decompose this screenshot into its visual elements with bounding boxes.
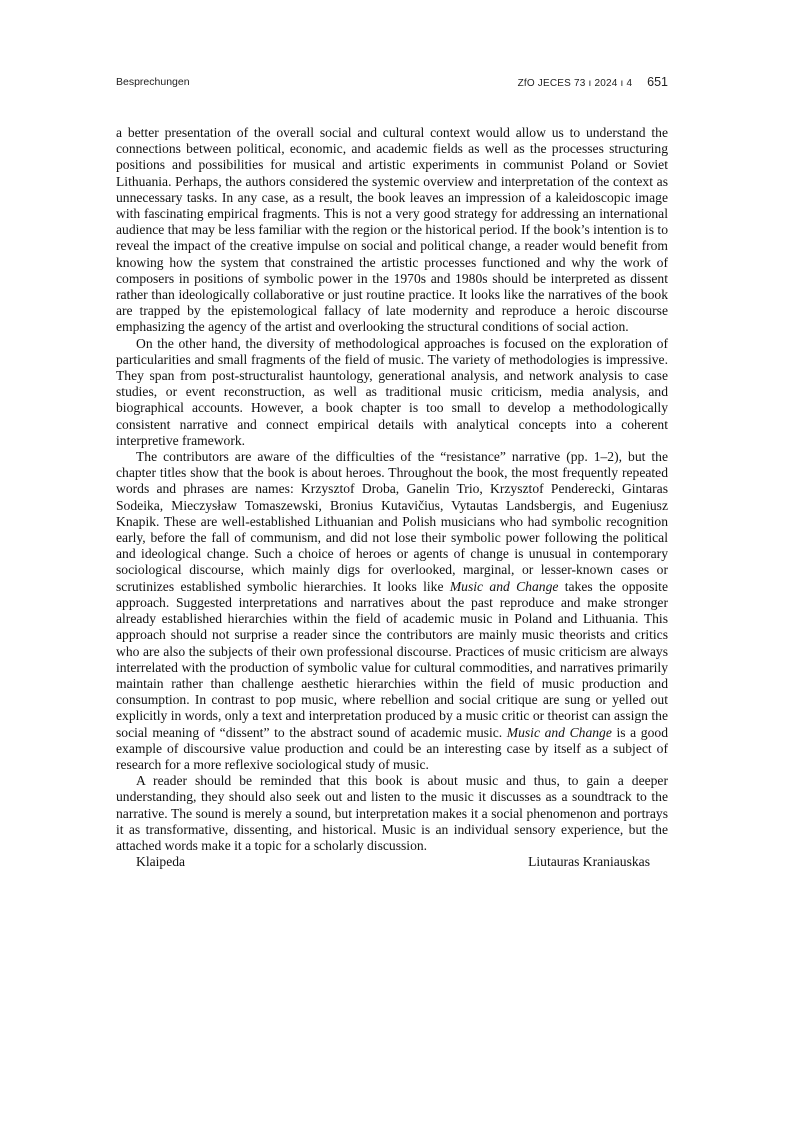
- book-title-italic: Music and Change: [449, 578, 559, 594]
- journal-name: ZfO JECES 73 ı 2024 ı 4: [517, 78, 633, 89]
- running-header: [116, 76, 668, 92]
- paragraph-text: The contributors are aware of the difficulties of the “resistance” narrative (pp. 1–2), but the chapter titles show that the book is about heroes. Throughout the book, the most frequently repeated words and phrases are names: Krzysztof Droba, Ganelin Trio, Krzysztof Penderecki, Gintaras Sodeika, Mieczysław Tomaszewski, Bronius Kutavičius, Vytautas Landsbergis, and Eugeniusz Knapik. These are well-established Lithuanian and Polish musicians who had symbolic recognition early, before the fall of communism, and did not lose their symbolic power following the political and ideological change. Such a choice of heroes or agents of change is unusual in contemporary sociological discourse, which mainly digs for overlooked, marginal, or lesser-known cases or scrutinizes established symbolic hierarchies. It looks like: [116, 449, 668, 594]
- paragraph: [116, 449, 668, 773]
- journal-info: [518, 75, 668, 89]
- paragraph-text: On the other hand, the diversity of methodological approaches is focused on the exploration of particularities and small fragments of the field of music. The variety of methodologies is impressive. They span from post-structuralist hauntology, generational analysis, and network analysis to case studies, or event reconstruction, as well as traditional music criticism, media analysis, and biographical accounts. However, a book chapter is too small to develop a methodologically consistent narrative and connect empirical details with analytical concepts into a coherent interpretive framework.: [116, 335, 668, 448]
- paragraph: [116, 125, 668, 336]
- page-number: 651: [647, 75, 668, 89]
- paragraph-text: A reader should be reminded that this book is about music and thus, to gain a deeper understanding, they should also seek out and listen to the music it discusses as a soundtrack to the narrative. The sound is merely a sound, but interpretation makes it a social phenomenon and portrays it as transformative, dissenting, and historical. Music is an individual sensory experience, but the attached words make it a topic for a scholarly discussion.: [116, 773, 668, 853]
- section-title: Besprechungen: [116, 76, 190, 88]
- paragraph: [116, 336, 668, 449]
- signature-author: Liutauras Kraniauskas: [528, 854, 650, 870]
- signature-line: [116, 854, 668, 871]
- paragraph-text: a better presentation of the overall social and cultural context would allow us to understand the connections between political, economic, and academic fields as well as the processes structuring positions and possibilities for musical and artistic experiments in communist Poland or Soviet Lithuania. Perhaps, the authors considered the systemic overview and interpretation of the context as unnecessary tasks. In any case, as a result, the book leaves an impression of a kaleidoscopic image with fascinating empirical fragments. This is not a very good strategy for addressing an international audience that may be less familiar with the region or the historical period. If the book’s intention is to reveal the impact of the creative impulse on social and political change, a reader would benefit from knowing how the system that constrained the artistic processes functioned and why the work of composers in positions of symbolic power in the 1970s and 1980s should be interpreted as dissent rather than ideologically collaborative or just routine practice. It looks like the narratives of the book are trapped by the epistemological fallacy of late modernity and reproduce a heroic discourse emphasizing the agency of the artist and overlooking the structural conditions of social action.: [116, 125, 668, 335]
- book-title-italic: Music and Change: [506, 724, 612, 740]
- paragraph-text: is a good example of discoursive value production and could be an interesting case by itself as a subject of research for a more reflexive sociological study of music.: [116, 724, 668, 772]
- signature-place: Klaipeda: [136, 854, 186, 870]
- paragraph-text: takes the opposite approach. Suggested interpretations and narratives about the past reproduce and make stronger already established hierarchies within the field of academic music in Poland and Lithuania. This approach should not surprise a reader since the contributors are mainly music theorists and critics who are also the subjects of their own professional discourse. Practices of music criticism are always interrelated with the production of symbolic value for cultural commodities, and narratives primarily maintain rather than challenge aesthetic hierarchies within the field of music production and consumption. In contrast to pop music, where rebellion and social critique are sung or yelled out explicitly in words, only a text and interpretation produced by a music critic or theorist can assign the social meaning of “dissent” to the abstract sound of academic music.: [116, 578, 668, 740]
- article-body: [116, 125, 668, 871]
- paragraph: [116, 773, 668, 854]
